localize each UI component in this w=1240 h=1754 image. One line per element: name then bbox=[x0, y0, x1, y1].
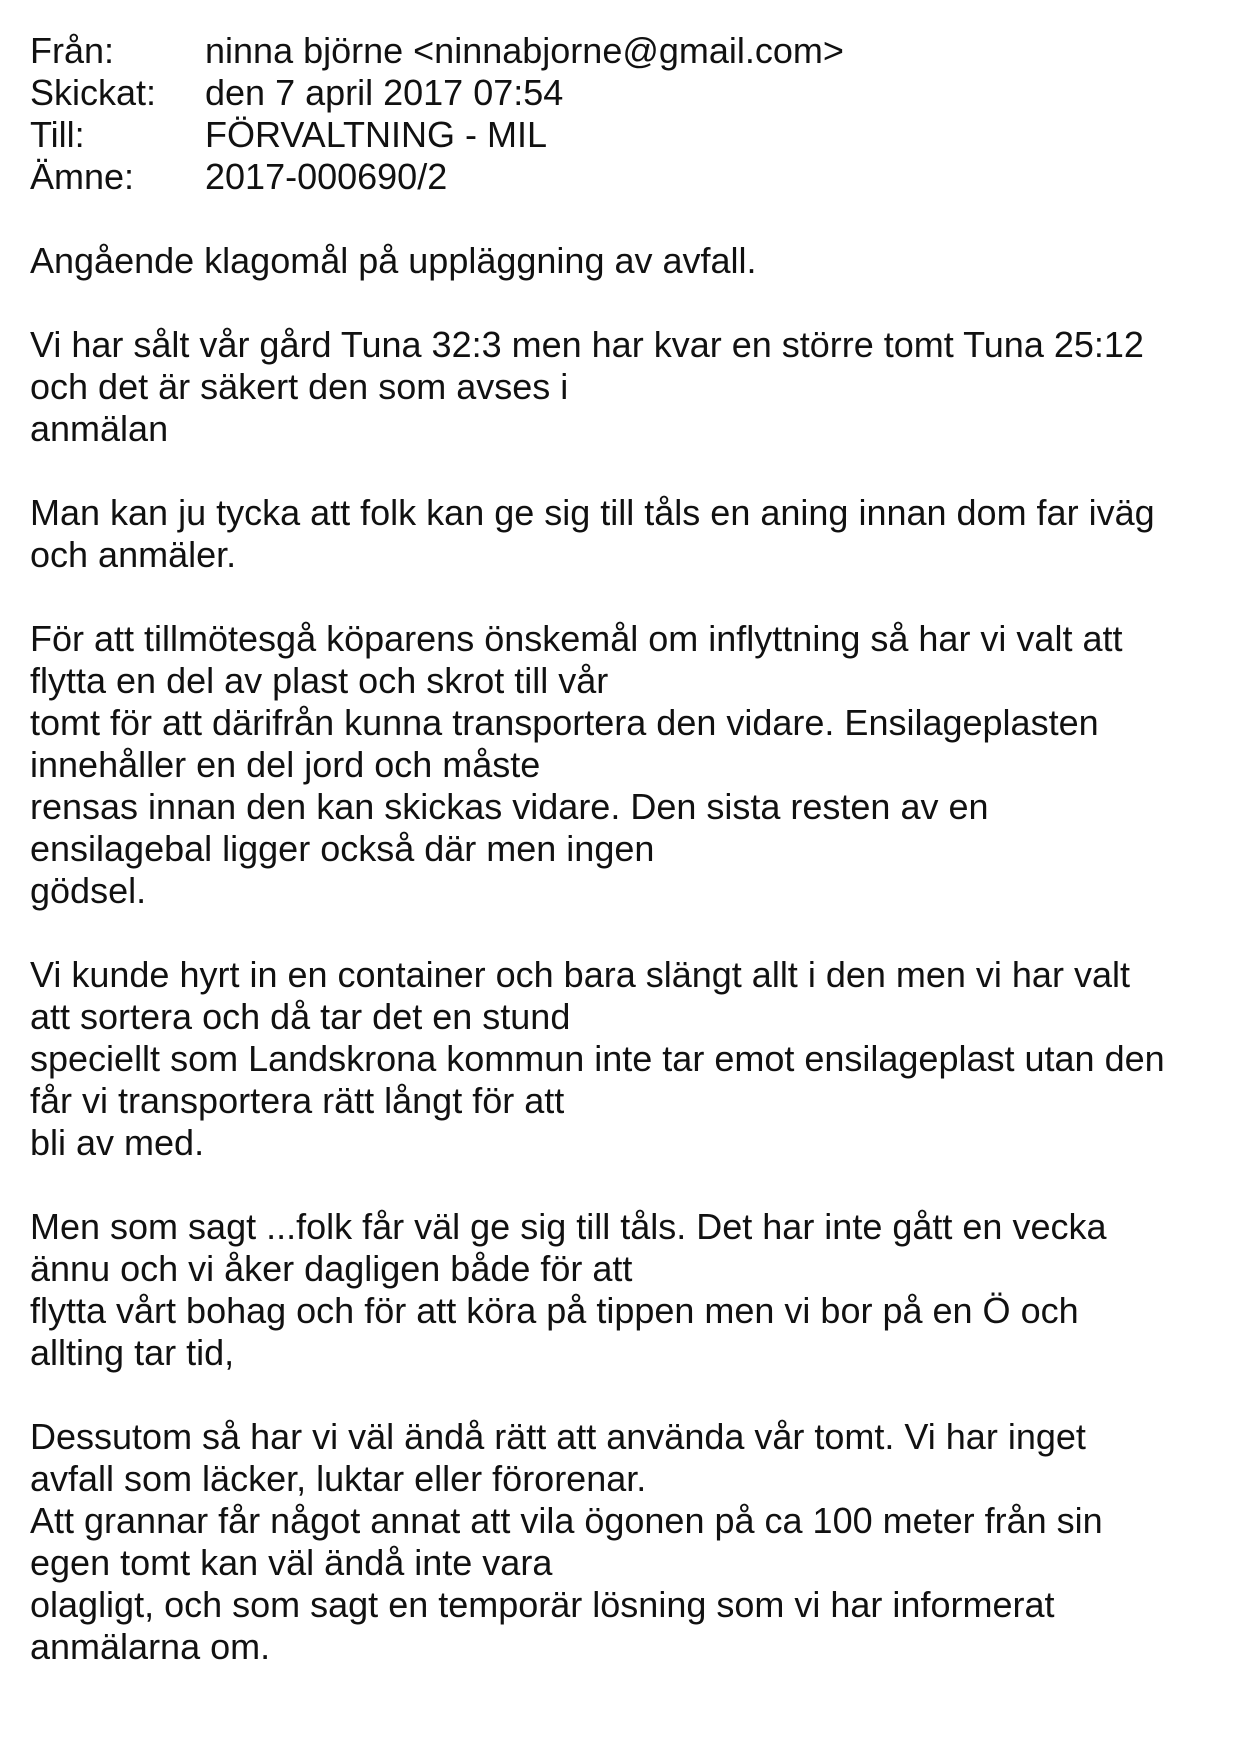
email-document bbox=[30, 30, 1220, 1710]
body-line: får vi transportera rätt långt för att bbox=[30, 1080, 565, 1121]
email-body bbox=[30, 240, 1220, 1668]
body-line: och anmäler. bbox=[30, 534, 237, 575]
body-line: egen tomt kan väl ändå inte vara bbox=[30, 1542, 553, 1583]
to-value: FÖRVALTNING - MIL bbox=[205, 114, 548, 155]
from-row bbox=[30, 30, 1220, 72]
subject-row bbox=[30, 156, 1220, 198]
body-line: innehåller en del jord och måste bbox=[30, 744, 541, 785]
paragraph-7 bbox=[30, 1416, 1220, 1668]
body-line: bli av med. bbox=[30, 1122, 205, 1163]
sent-value: den 7 april 2017 07:54 bbox=[205, 72, 564, 113]
paragraph-2 bbox=[30, 324, 1220, 450]
body-line: rensas innan den kan skickas vidare. Den sista resten av en bbox=[30, 786, 989, 827]
body-line: flytta en del av plast och skrot till vår bbox=[30, 660, 609, 701]
body-line: Vi har sålt vår gård Tuna 32:3 men har kvar en större tomt Tuna 25:12 bbox=[30, 324, 1144, 365]
subject-value: 2017-000690/2 bbox=[205, 156, 448, 197]
body-line: tomt för att därifrån kunna transportera den vidare. Ensilageplasten bbox=[30, 702, 1099, 743]
body-line: gödsel. bbox=[30, 870, 147, 911]
body-line: speciellt som Landskrona kommun inte tar emot ensilageplast utan den bbox=[30, 1038, 1165, 1079]
from-value: ninna björne <ninnabjorne@gmail.com> bbox=[205, 30, 844, 71]
body-line: anmälarna om. bbox=[30, 1626, 271, 1667]
body-line: anmälan bbox=[30, 408, 169, 449]
paragraph-5 bbox=[30, 954, 1220, 1164]
body-line: Dessutom så har vi väl ändå rätt att använda vår tomt. Vi har inget bbox=[30, 1416, 1086, 1457]
body-line: att sortera och då tar det en stund bbox=[30, 996, 571, 1037]
sent-row bbox=[30, 72, 1220, 114]
paragraph-1 bbox=[30, 240, 1220, 282]
subject-label: Ämne: bbox=[30, 156, 135, 197]
to-row bbox=[30, 114, 1220, 156]
body-line: För att tillmötesgå köparens önskemål om inflyttning så har vi valt att bbox=[30, 618, 1123, 659]
body-line: olagligt, och som sagt en temporär lösning som vi har informerat bbox=[30, 1584, 1055, 1625]
body-line: ensilagebal ligger också där men ingen bbox=[30, 828, 655, 869]
paragraph-4 bbox=[30, 618, 1220, 912]
body-line: ännu och vi åker dagligen både för att bbox=[30, 1248, 633, 1289]
body-line: Vi kunde hyrt in en container och bara slängt allt i den men vi har valt bbox=[30, 954, 1130, 995]
body-line: Att grannar får något annat att vila ögonen på ca 100 meter från sin bbox=[30, 1500, 1103, 1541]
body-line: avfall som läcker, luktar eller förorenar. bbox=[30, 1458, 647, 1499]
sent-label: Skickat: bbox=[30, 72, 157, 113]
paragraph-6 bbox=[30, 1206, 1220, 1374]
body-line: allting tar tid, bbox=[30, 1332, 235, 1373]
email-header bbox=[30, 30, 1220, 198]
body-line: flytta vårt bohag och för att köra på tippen men vi bor på en Ö och bbox=[30, 1290, 1079, 1331]
body-line: Men som sagt ...folk får väl ge sig till tåls. Det har inte gått en vecka bbox=[30, 1206, 1107, 1247]
to-label: Till: bbox=[30, 114, 85, 155]
from-label: Från: bbox=[30, 30, 115, 71]
body-line: och det är säkert den som avses i bbox=[30, 366, 569, 407]
body-line: Man kan ju tycka att folk kan ge sig till tåls en aning innan dom far iväg bbox=[30, 492, 1155, 533]
paragraph-3 bbox=[30, 492, 1220, 576]
body-line: Angående klagomål på uppläggning av avfall. bbox=[30, 240, 757, 281]
